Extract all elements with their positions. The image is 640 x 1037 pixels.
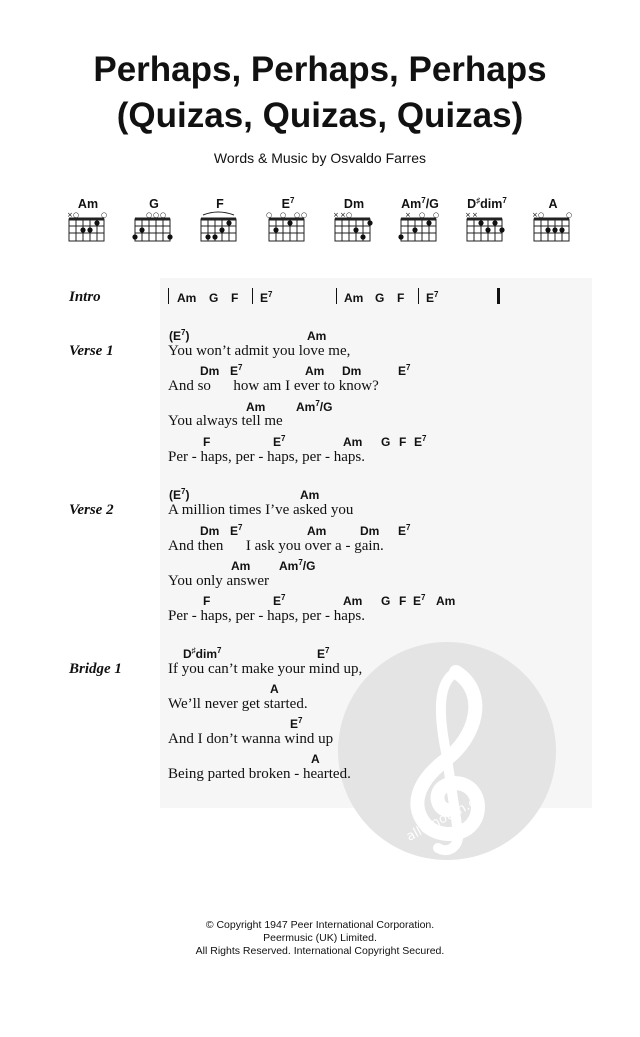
chord: Am$^7$/G [296, 399, 333, 414]
treble-clef-icon [338, 642, 556, 860]
watermark-text: alle-noten.de [404, 791, 487, 845]
lyric-line: Being parted broken - hearted. [168, 766, 351, 782]
chord: F [399, 594, 407, 608]
chord: Am [231, 559, 251, 573]
chord-diagram-g [134, 197, 194, 257]
song-title: Perhaps, Perhaps, Perhaps [93, 50, 547, 89]
chord-diagram-name: D♯dim$^7$ [467, 195, 507, 211]
chord-diagram-am7g-grid [400, 211, 440, 245]
barline [252, 288, 253, 304]
chord: Dm [200, 524, 220, 538]
chord: $E^7$ [398, 363, 411, 378]
chord: Am [305, 364, 325, 378]
chord-diagram-name: G [149, 197, 159, 211]
svg-text:×: × [465, 211, 471, 219]
chord-diagram-dm-grid [333, 211, 374, 245]
chord: Am [343, 594, 363, 608]
chord: $E^7$ [273, 434, 286, 449]
chord-diagram-name: $E^7$ [281, 195, 295, 211]
section-label-bridge-1: Bridge 1 [69, 661, 122, 677]
chord: F [399, 435, 407, 449]
chord: $E^7$ [413, 593, 426, 608]
chord-diagram-name: Am [77, 197, 99, 211]
chord: Am [307, 329, 327, 343]
song-subtitle: (Quizas, Quizas, Quizas) [116, 96, 524, 135]
chord: $E^7$ [398, 523, 411, 538]
chord-diagram-name: Dm [343, 197, 365, 211]
svg-text:×: × [333, 211, 339, 219]
lyric-line: We’ll never get started. [168, 696, 308, 712]
chord: $E^7$ [273, 593, 286, 608]
chord: Am$^7$/G [279, 558, 316, 573]
section-label-verse-1: Verse 1 [69, 343, 114, 359]
lyric-line: Per - haps, per - haps, per - haps. [168, 449, 366, 465]
chord-diagram-dm [334, 197, 394, 257]
svg-text:○: ○ [301, 211, 308, 219]
credits: Words & Music by Osvaldo Farres [213, 150, 427, 166]
copyright-line-1: © Copyright 1947 Peer International Corporation. [205, 919, 435, 931]
lyric-line: You only answer [168, 573, 269, 589]
barline [168, 288, 169, 304]
chord: F [203, 435, 211, 449]
chord: Am [307, 524, 327, 538]
chord: $E^7$ [260, 290, 273, 305]
chord: F [397, 291, 405, 305]
svg-text:○: ○ [101, 211, 108, 219]
chord: Am [177, 291, 197, 305]
chord-diagram-name: A [548, 197, 558, 211]
svg-text:○: ○ [419, 211, 426, 219]
svg-text:○: ○ [433, 211, 440, 219]
chord: $E^7$ [317, 646, 330, 661]
svg-text:○: ○ [538, 211, 545, 219]
chord: Am [343, 435, 363, 449]
chord: Am [246, 400, 266, 414]
chord: Dm [200, 364, 220, 378]
copyright-line-3: All Rights Reserved. International Copyright Secured. [195, 945, 445, 957]
chord-diagram-am7g [400, 197, 460, 257]
svg-text:○: ○ [160, 211, 167, 219]
barline [336, 288, 337, 304]
chord-diagram-a-grid [532, 211, 573, 245]
chord: F [231, 291, 239, 305]
end-barline [497, 288, 500, 304]
svg-text:×: × [532, 211, 538, 219]
lyric-line: You always tell me [168, 413, 283, 429]
chord: Dm [360, 524, 380, 538]
chord-diagram-ddim7 [466, 197, 526, 257]
chord-diagram-a [533, 197, 593, 257]
chord: D♯dim$^7$ [183, 646, 222, 661]
chord-diagram-ddim7-grid [465, 211, 506, 245]
barline [418, 288, 419, 304]
chord: Am [436, 594, 456, 608]
chord: A [311, 752, 320, 766]
lyric-line: Per - haps, per - haps, per - haps. [168, 608, 366, 624]
lyric-line: You won’t admit you love me, [168, 343, 351, 359]
chord: $(E^7)$ [169, 328, 190, 343]
lyric-line: A million times I’ve asked you [168, 502, 354, 518]
chord: $E^7$ [414, 434, 427, 449]
chord: F [203, 594, 211, 608]
chord: Am [344, 291, 364, 305]
chord-diagram-name: Am$^7$/G [401, 195, 439, 211]
svg-text:○: ○ [346, 211, 353, 219]
section-label-intro: Intro [69, 289, 101, 305]
chord: $E^7$ [230, 363, 243, 378]
chord: Dm [342, 364, 362, 378]
svg-text:○: ○ [294, 211, 301, 219]
section-label-verse-2: Verse 2 [69, 502, 114, 518]
svg-text:○: ○ [146, 211, 153, 219]
svg-text:×: × [340, 211, 346, 219]
chord-diagram-am [68, 197, 128, 257]
watermark [338, 642, 556, 860]
chord-diagram-f-grid [200, 217, 240, 245]
svg-text:○: ○ [73, 211, 80, 219]
chord-diagram-am-grid [67, 211, 108, 245]
chord: $E^7$ [230, 523, 243, 538]
chord-diagram-e7 [268, 197, 328, 257]
lyric-line: And I don’t wanna wind up [168, 731, 334, 747]
chord: $E^7$ [290, 716, 303, 731]
chord: A [270, 682, 279, 696]
chord-diagram-name: F [216, 197, 224, 211]
chord: G [381, 594, 391, 608]
lyric-line: And so how am I ever to know? [168, 378, 379, 394]
copyright-line-2: Peermusic (UK) Limited. [263, 932, 377, 944]
svg-text:○: ○ [566, 211, 573, 219]
chord: G [375, 291, 385, 305]
chord-diagram-e7-grid [266, 211, 308, 245]
lyric-line: And then I ask you over a - gain. [168, 538, 384, 554]
chord-diagram-f [200, 197, 260, 257]
chord-diagram-g-grid [134, 211, 174, 245]
chord: $E^7$ [426, 290, 439, 305]
chord: $(E^7)$ [169, 487, 190, 502]
chord: Am [300, 488, 320, 502]
lyric-line: If you can’t make your mind up, [168, 661, 363, 677]
chord: G [209, 291, 219, 305]
svg-text:×: × [405, 211, 411, 219]
svg-text:○: ○ [153, 211, 160, 219]
svg-text:○: ○ [266, 211, 273, 219]
svg-text:×: × [472, 211, 478, 219]
svg-text:×: × [67, 211, 73, 219]
chord: G [381, 435, 391, 449]
svg-text:○: ○ [280, 211, 287, 219]
